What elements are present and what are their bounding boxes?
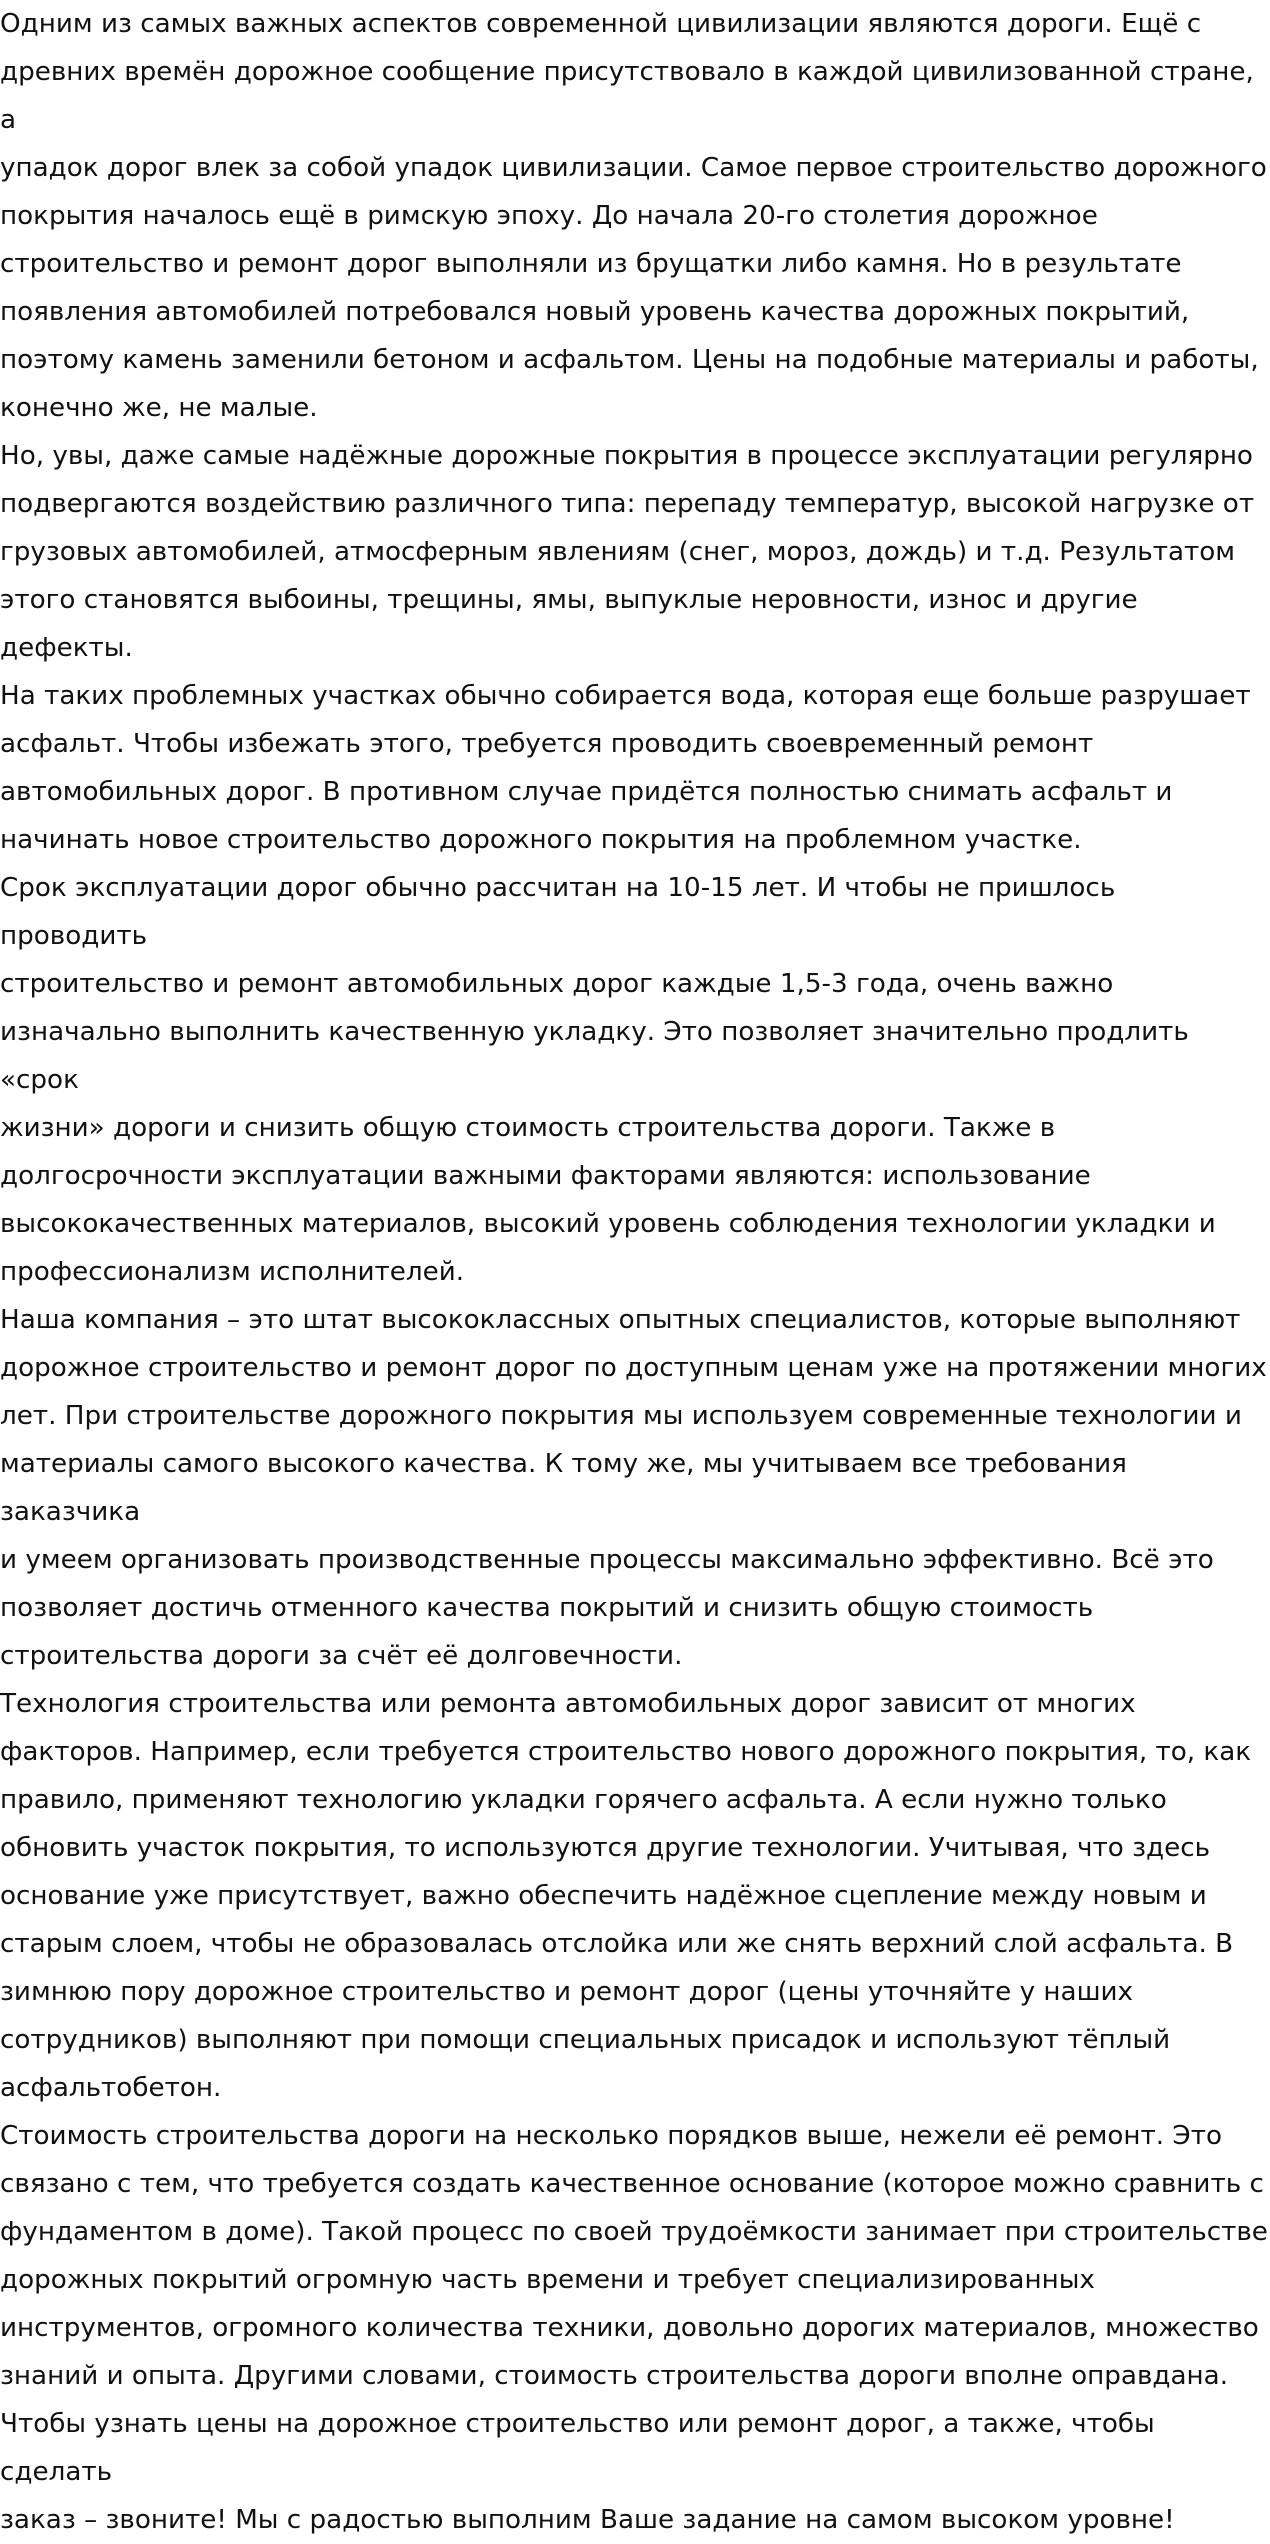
paragraph-technology: Технология строительства или ремонта автомобильных дорог зависит от многих факторов. Например, если требуется строительство нового дорожного покрытия, то, как правило, применяют технологию укладки горячего асфальта. А если нужно только обновить участок покрытия, то используются другие технологии. Учитывая, что здесь основание уже присутствует, важно обеспечить надёжное сцепление между новым и старым слоем, чтобы не образовалась отслойка или же снять верхний слой асфальта. В зимнюю пору дорожное строительство и ремонт дорог (цены уточняйте у наших сотрудников) выполняют при помощи специальных присадок и используют тёплый асфальтобетон. bbox=[0, 1689, 1252, 2103]
paragraph-service-life: Срок эксплуатации дорог обычно рассчитан на 10-15 лет. И чтобы не пришлось проводить строительство и ремонт автомобильных дорог каждые 1,5-3 года, очень важно изначально выполнить качественную укладку. Это позволяет значительно продлить «срок жизни» дороги и снизить общую стоимость строительства дороги. Также в долгосрочности эксплуатации важными факторами являются: использование высококачественных материалов, высокий уровень соблюдения технологии укладки и профессионализм исполнителей. bbox=[0, 873, 1216, 1287]
paragraph-our-company: Наша компания – это штат высококлассных опытных специалистов, которые выполняют дорожное строительство и ремонт дорог по доступным ценам уже на протяжении многих лет. При строительстве дорожного покрытия мы используем современные технологии и материалы самого высокого качества. К тому же, мы учитываем все требования заказчика и умеем организовать производственные процессы максимально эффективно. Всё это позволяет достичь отменного качества покрытий и снизить общую стоимость строительства дороги за счёт её долговечности. bbox=[0, 1305, 1267, 1671]
paragraph-construction-cost: Стоимость строительства дороги на несколько порядков выше, нежели её ремонт. Это связано с тем, что требуется создать качественное основание (которое можно сравнить с фундаментом в доме). Такой процесс по своей трудоёмкости занимает при строительстве дорожных покрытий огромную часть времени и требует специализированных инструментов, огромного количества техники, довольно дорогих материалов, множество знаний и опыта. Другими словами, стоимость строительства дороги вполне оправдана. bbox=[0, 2121, 1268, 2391]
paragraph-roads-importance: Одним из самых важных аспектов современной цивилизации являются дороги. Ещё с древних времён дорожное сообщение присутствовало в каждой цивилизованной стране, а упадок дорог влек за собой упадок цивилизации. Самое первое строительство дорожного покрытия началось ещё в римскую эпоху. До начала 20-го столетия дорожное строительство и ремонт дорог выполняли из брущатки либо камня. Но в результате появления автомобилей потребовался новый уровень качества дорожных покрытий, поэтому камень заменили бетоном и асфальтом. Цены на подобные материалы и работы, конечно же, не малые. bbox=[0, 9, 1267, 423]
paragraph-call-to-action: Чтобы узнать цены на дорожное строительство или ремонт дорог, а также, чтобы сделать заказ – звоните! Мы с радостью выполним Ваше задание на самом высоком уровне! bbox=[0, 2409, 1175, 2535]
paragraph-road-defects: Но, увы, даже самые надёжные дорожные покрытия в процессе эксплуатации регулярно подвергаются воздействию различного типа: перепаду температур, высокой нагрузке от грузовых автомобилей, атмосферным явлениям (снег, мороз, дождь) и т.д. Результатом этого становятся выбоины, трещины, ямы, выпуклые неровности, износ и другие дефекты. На таких проблемных участках обычно собирается вода, которая еще больше разрушает асфальт. Чтобы избежать этого, требуется проводить своевременный ремонт автомобильных дорог. В противном случае придётся полностью снимать асфальт и начинать новое строительство дорожного покрытия на проблемном участке. bbox=[0, 441, 1255, 855]
